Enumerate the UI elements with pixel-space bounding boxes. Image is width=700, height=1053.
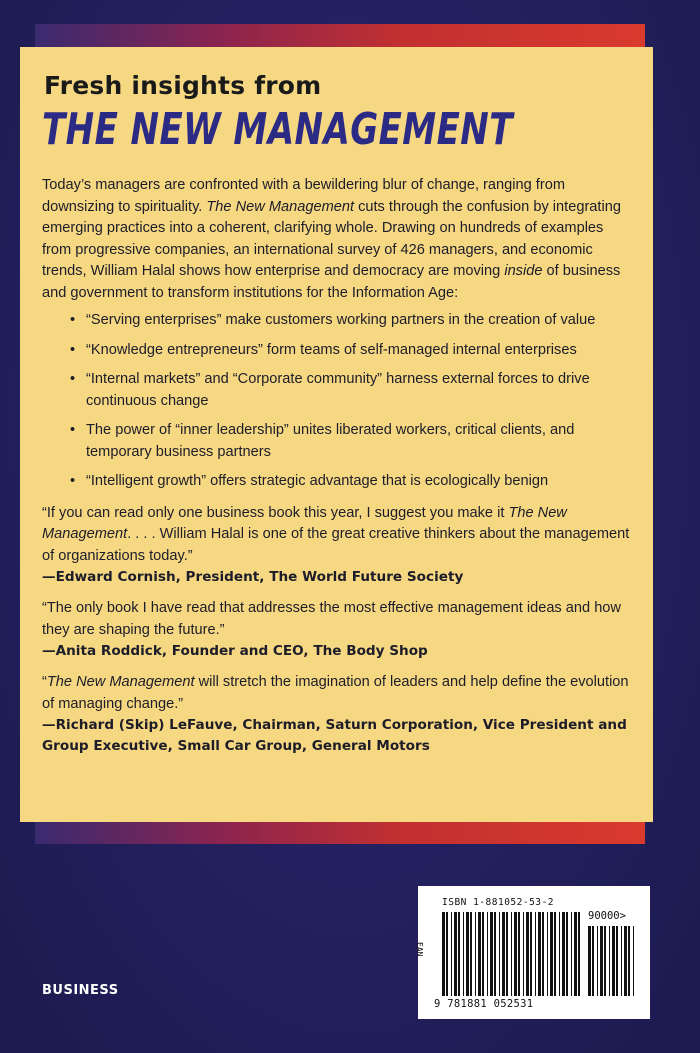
barcode-bar xyxy=(578,912,580,996)
endorsement-quote: “The only book I have read that addresses the most effective management ideas and how they are shaping the future.” xyxy=(42,600,621,638)
price-barcode xyxy=(588,926,636,996)
barcode-bar xyxy=(550,912,553,996)
barcode-bar xyxy=(621,926,622,996)
barcode-bar xyxy=(518,912,520,996)
endorsement-quote: “The New Management will stretch the imagination of leaders and help define the evolution of managing change.” xyxy=(42,674,629,712)
barcode-bar xyxy=(604,926,606,996)
barcode-bar xyxy=(487,912,488,996)
barcode-bar xyxy=(530,912,532,996)
barcode-bar xyxy=(542,912,544,996)
ean-digits: 9 781881 052531 xyxy=(434,998,534,1010)
barcode-bar xyxy=(633,926,634,996)
barcode-bar xyxy=(463,912,464,996)
barcode-bar xyxy=(554,912,556,996)
barcode-bar xyxy=(571,912,572,996)
barcode-bar xyxy=(454,912,457,996)
bullet-item: • “Internal markets” and “Corporate community” harness external forces to drive continuous change xyxy=(74,369,631,412)
endorsement-quote: “If you can read only one business book this year, I suggest you make it The New Management. . . . William Halal is one of the great creative thinkers about the management of organizations today.” xyxy=(42,504,630,564)
top-red-stripe xyxy=(35,24,645,48)
isbn-label: ISBN 1-881052-53-2 xyxy=(442,897,554,908)
barcode-bar xyxy=(538,912,541,996)
quote-attribution: —Anita Roddick, Founder and CEO, The Body Shop xyxy=(42,643,428,659)
barcode-bar xyxy=(588,926,591,996)
book-title: THE NEW MANAGEMENT xyxy=(42,104,513,155)
barcode-bar xyxy=(466,912,469,996)
barcode-bar xyxy=(451,912,452,996)
barcode-bar xyxy=(506,912,508,996)
barcode-bar xyxy=(559,912,560,996)
barcode-bar xyxy=(609,926,610,996)
quote-attribution: —Edward Cornish, President, The World Future Society xyxy=(42,569,464,585)
barcode-bar xyxy=(624,926,627,996)
category-label: BUSINESS xyxy=(42,983,119,998)
barcode-bar xyxy=(502,912,505,996)
barcode-bar xyxy=(597,926,598,996)
bullet-item: • “Knowledge entrepreneurs” form teams of self-managed internal enterprises xyxy=(74,340,631,362)
quote-attribution: —Richard (Skip) LeFauve, Chairman, Saturn Corporation, Vice President and Group Executive, Small Car Group, General Motors xyxy=(42,717,627,754)
barcode-bar xyxy=(482,912,484,996)
feature-bullet-list xyxy=(42,310,631,493)
barcode-bar xyxy=(442,912,445,996)
barcode-bar xyxy=(458,912,460,996)
barcode-bar xyxy=(523,912,524,996)
description-panel xyxy=(20,47,653,822)
barcode-bar xyxy=(526,912,529,996)
barcode-bar xyxy=(499,912,500,996)
barcode-bar xyxy=(475,912,476,996)
intro-paragraph: Today’s managers are confronted with a bewildering blur of change, ranging from downsizing to spirituality. The New Management cuts through the confusion by integrating emerging practices into a coherent, clarifying whole. Drawing on hundreds of examples from progressive companies, an international survey of 426 managers, and economic trends, William Halal shows how enterprise and democracy are moving inside of business and government to transform institutions for the Information Age: xyxy=(42,177,621,301)
barcode-bar xyxy=(612,926,615,996)
barcode-bar xyxy=(600,926,603,996)
barcode-bar xyxy=(547,912,548,996)
bullet-item: • “Serving enterprises” make customers working partners in the creation of value xyxy=(74,310,631,332)
barcode-bar xyxy=(628,926,630,996)
price-code: 90000> xyxy=(588,910,626,922)
barcode-bar xyxy=(562,912,565,996)
barcode-bar xyxy=(616,926,618,996)
bullet-item: • The power of “inner leadership” unites liberated workers, critical clients, and temporary business partners xyxy=(74,420,631,463)
barcode-bar xyxy=(446,912,448,996)
barcode-bar xyxy=(490,912,493,996)
kicker-heading: Fresh insights from xyxy=(44,71,322,100)
barcode-bar xyxy=(470,912,472,996)
ean-barcode xyxy=(442,912,582,996)
bottom-red-stripe xyxy=(35,820,645,844)
barcode-bar xyxy=(514,912,517,996)
ean-label: EAN xyxy=(415,942,424,957)
barcode-bar xyxy=(592,926,594,996)
barcode-bar xyxy=(494,912,496,996)
barcode-bar xyxy=(566,912,568,996)
barcode-box xyxy=(415,886,650,1019)
bullet-item: • “Intelligent growth” offers strategic advantage that is ecologically benign xyxy=(74,471,631,493)
barcode-bar xyxy=(574,912,577,996)
barcode-bar xyxy=(478,912,481,996)
barcode-bar xyxy=(535,912,536,996)
barcode-bar xyxy=(511,912,512,996)
